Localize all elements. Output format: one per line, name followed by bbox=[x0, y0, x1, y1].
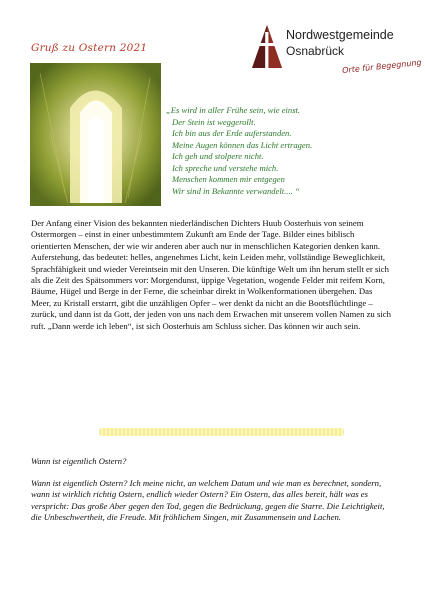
poem-line: Wir sind in Bekannte verwandelt.... “ bbox=[172, 185, 300, 196]
poem-line: Menschen kommen mir entgegen bbox=[172, 174, 285, 184]
reflection-paragraph: Der Anfang einer Vision des bekannten niederländischen Dichters Huub Oosterhuis von seinem Ostermorgen – einst in einer unbestimmtem Zukunft am Ende der Tage. Bilder eines biblisch orientierten Menschen, der wie wir anderen aber auch nur in menschlichen Kategorien denken kann. Auferstehung, das bedeutet: helles, angenehmes Licht, kein Leiden mehr, vollständige Beweglichkeit, Sprachfähigkeit und wieder Vereintsein mit den Unseren. Die künftige Welt um ihn herum stellt er sich als die Zeit des Spätsommers vor: Morgendunst, üppige Vegetation, wogende Felder mit reifem Korn, Bäume, Hügel und Berge in der Ferne, die scheinbar direkt in Wolkenformationen übergehen. Das Meer, zu Kristall erstarrt, gibt die unzähligen Opfer – wer denkt da nicht an die Bootsflüchtlinge – zurück, und dann ist da Gott, der jeden von uns nach dem Erwachen mit unserem vollen Namen zu sich ruft. „Dann werde ich leben“, ist sich Oosterhuis am Schluss sicher. Das können wir auch sein. bbox=[31, 218, 391, 331]
poem-line: Der Stein ist weggerollt. bbox=[172, 116, 256, 127]
parish-logo bbox=[250, 22, 425, 82]
poem-quote bbox=[166, 105, 416, 197]
easter-greeting-heading: Gruß zu Ostern 2021 bbox=[31, 42, 148, 54]
org-city: Osnabrück bbox=[286, 44, 345, 58]
org-name: Nordwestgemeinde bbox=[286, 28, 394, 42]
poem-line: Ich geh und stolpere nicht. bbox=[172, 151, 264, 161]
yellow-divider bbox=[99, 428, 344, 436]
easter-light-painting bbox=[30, 63, 161, 206]
poem-line: Ich spreche und verstehe mich. bbox=[172, 162, 279, 173]
cross-logo-icon bbox=[250, 22, 284, 72]
poem-line: „Es wird in aller Frühe sein, wie einst. bbox=[166, 105, 301, 115]
section-answer: Wann ist eigentlich Ostern? Ich meine nicht, an welchem Datum und wie man es berechnet, sondern, wann ist wirklich richtig Ostern, endlich wieder Ostern? Ein Ostern, das alles bereit, hält was es verspricht: Das große Aber gegen den Tod, gegen die Bedrückung, gegen die Starre. Die Leichtigkeit, die Unbeschwertheit, die Freude. Mit fröhlichem Singen, mit Zusammensein und Lachen. bbox=[31, 478, 385, 523]
org-tagline: Orte für Begegnung bbox=[341, 57, 422, 76]
poem-line: Ich bin aus der Erde auferstanden. bbox=[172, 128, 292, 138]
poem-line: Meine Augen können das Licht ertragen. bbox=[172, 139, 313, 150]
section-question: Wann ist eigentlich Ostern? bbox=[31, 456, 127, 466]
